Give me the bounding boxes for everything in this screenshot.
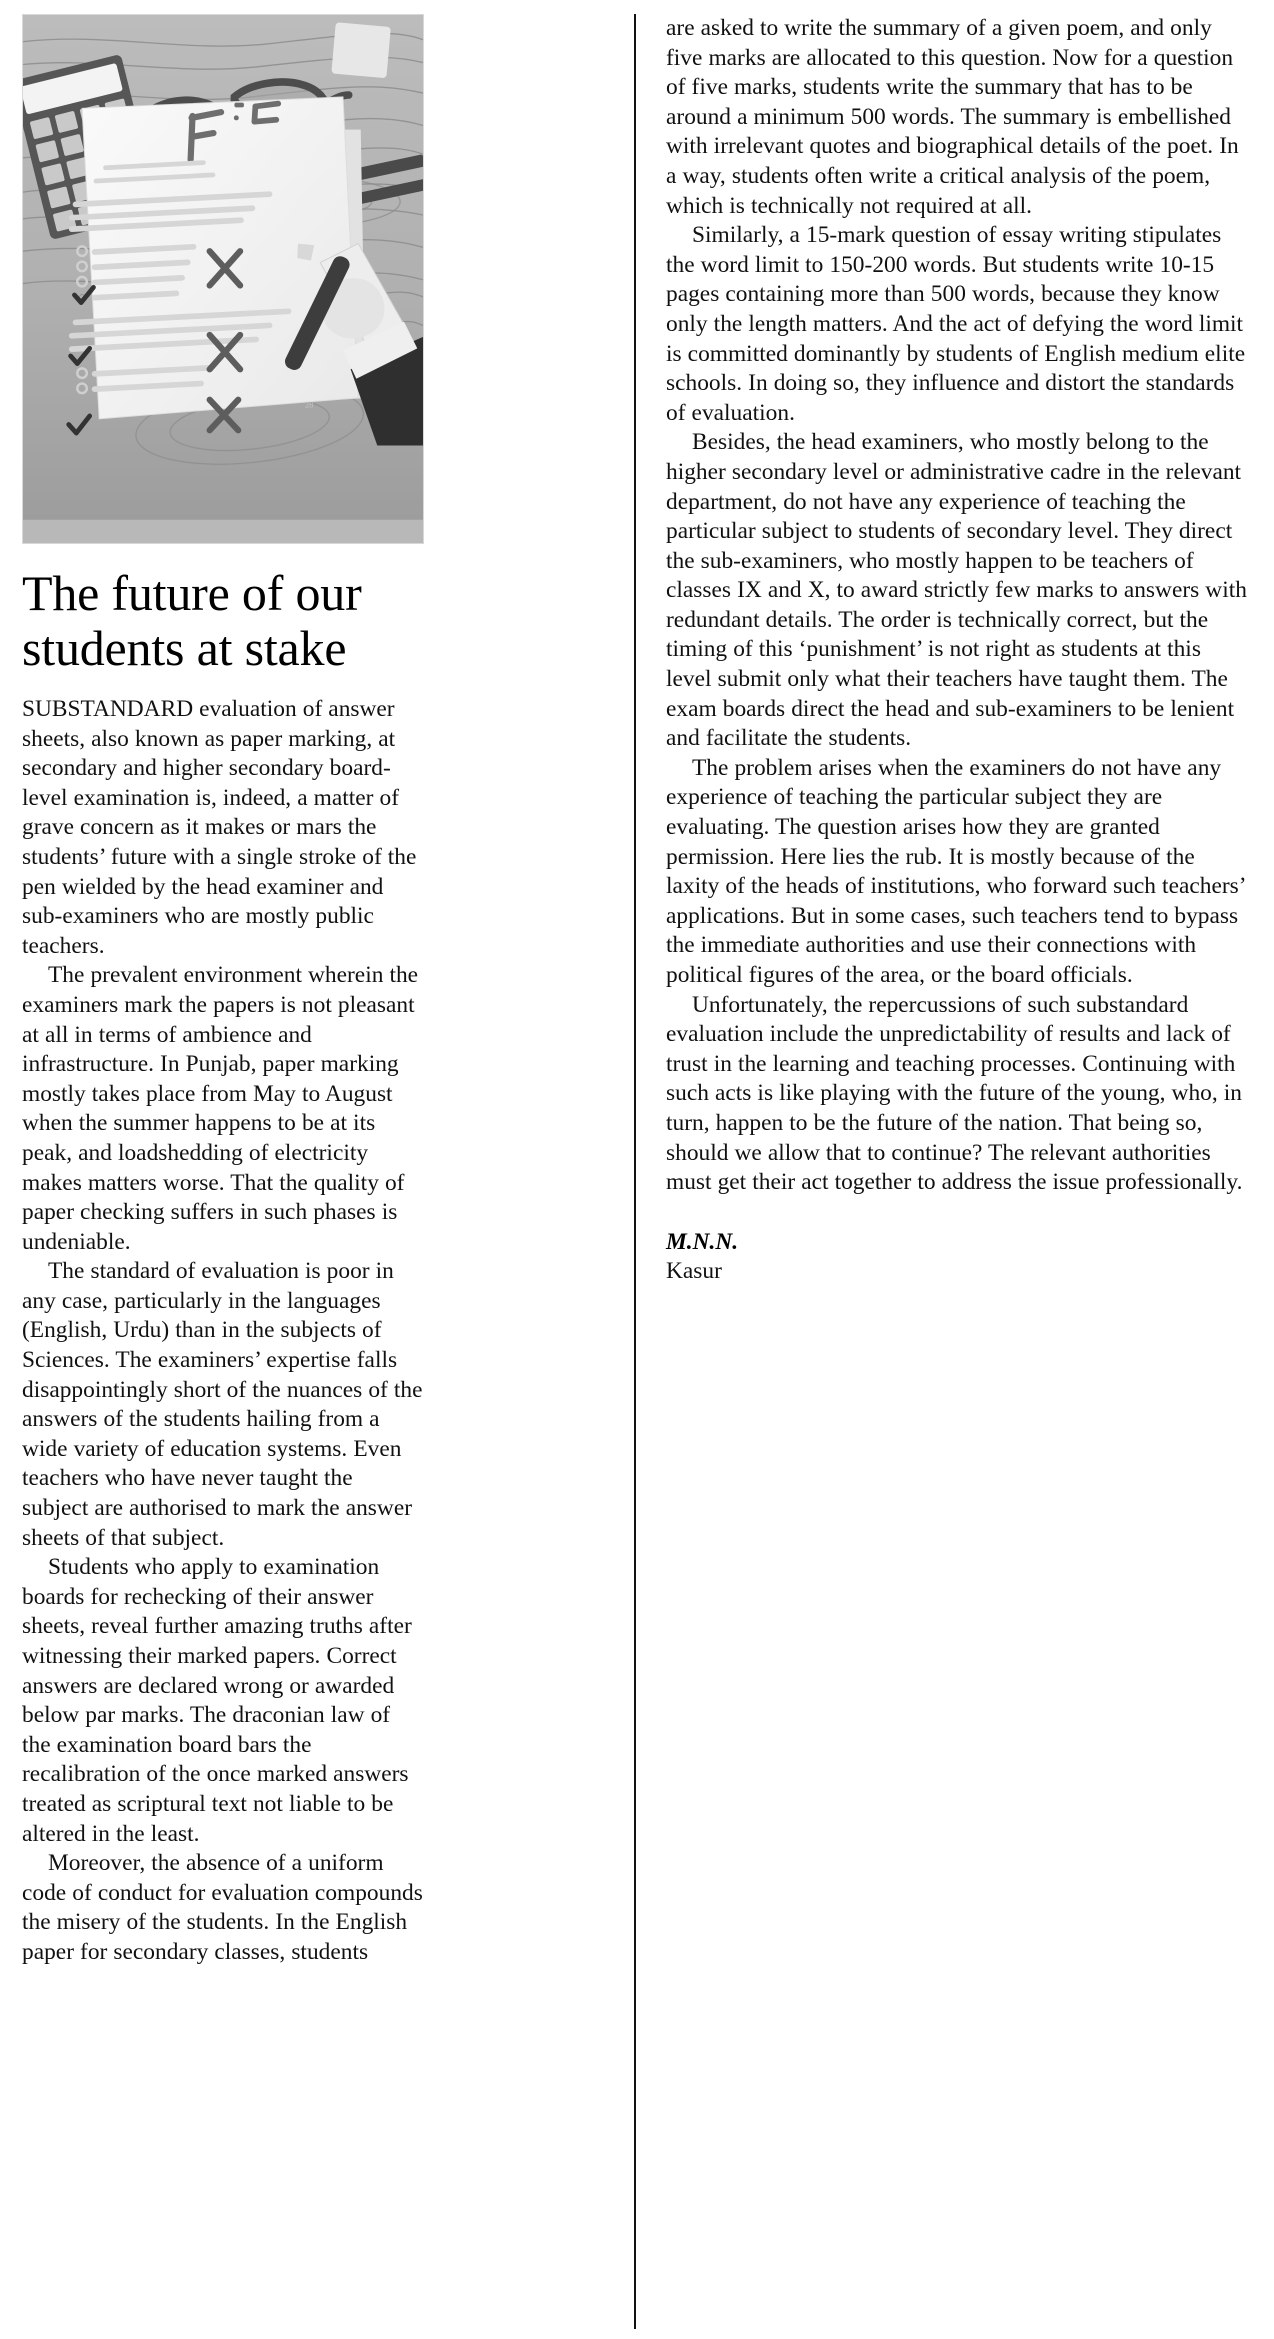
left-column xyxy=(22,14,442,2329)
svg-text:28: 28 xyxy=(304,399,314,410)
paragraph: The problem arises when the examiners do not have any experience of teaching the particular subject they are evaluating. The question arises how they are granted permission. Here lies the rub. It is mostly because of the laxity of the heads of institutions, who forward such teachers’ applications. But in some cases, such teachers tend to bypass the immediate authorities and use their connections with political figures of the area, or the board officials. xyxy=(666,754,1245,988)
author-city: Kasur xyxy=(666,1258,722,1285)
paragraph: The prevalent environment wherein the examiners mark the papers is not pleasant at all in terms of ambience and infrastructure. In Punjab, paper marking mostly takes place from May to August when the summer happens to be at its peak, and loadshedding of electricity makes matters worse. That the quality of paper checking suffers in such phases is undeniable. xyxy=(22,962,419,1255)
page-title: The future of our students at stake xyxy=(22,565,362,676)
article-body-right xyxy=(666,14,1250,1198)
eraser-illustration xyxy=(331,22,391,78)
answer-sheet-front xyxy=(69,97,359,430)
paragraph: are asked to write the summary of a given poem, and only five marks are allocated to this question. Now for a question of five marks, students write the summary that has to be around a minimum 500 words. The summary is embellished with irrelevant quotes and biographical details of the poet. In a way, students often write a critical analysis of the poem, which is technically not required at all. xyxy=(666,15,1239,219)
signature-block xyxy=(666,1228,1250,1287)
right-column xyxy=(636,14,1256,2329)
paragraph: Moreover, the absence of a uniform code of conduct for evaluation compounds the misery of the students. In the English paper for secondary classes, students xyxy=(22,1850,423,1965)
paragraph: Besides, the head examiners, who mostly belong to the higher secondary level or administrative cadre in the relevant department, do not have any experience of teaching the particular subject to students of secondary level. They direct the sub-examiners, who mostly happen to be teachers of classes IX and X, to award strictly few marks to answers with redundant details. The order is technically correct, but the timing of this ‘punishment’ is not right as students at this level submit only what their teachers have taught them. The exam boards direct the head and sub-examiners to be lenient and facilitate the students. xyxy=(666,429,1247,752)
desk-scene-illustration xyxy=(23,15,423,520)
author-name: M.N.N. xyxy=(666,1228,739,1255)
paragraph: The standard of evaluation is poor in any case, particularly in the languages (English, Urdu) than in the subjects of Sciences. The examiners’ expertise falls disappointingly short of the nuances of the answers of the students hailing from a wide variety of education systems. Even teachers who have never taught the subject are authorised to mark the answer sheets of that subject. xyxy=(22,1258,423,1551)
paragraph: Students who apply to examination boards for rechecking of their answer sheets, reveal further amazing truths after witnessing their marked papers. Correct answers are declared wrong or awarded below par marks. The draconian law of the examination board bars the recalibration of the once marked answers treated as scriptural text not liable to be altered in the least. xyxy=(22,1554,412,1847)
paragraph: Unfortunately, the repercussions of such substandard evaluation include the unpredictability of results and lack of trust in the learning and teaching processes. Continuing with such acts is like playing with the future of the young, who, in turn, happen to be the future of the nation. That being so, should we allow that to continue? The relevant authorities must get their act together to address the issue professionally. xyxy=(666,991,1243,1196)
article-illustration xyxy=(22,14,424,544)
paragraph: Similarly, a 15-mark question of essay writing stipulates the word limit to 150-200 words. But students write 10-15 pages containing more than 500 words, because they know only the length matters. And the act of defying the word limit is committed dominantly by students of English medium elite schools. In doing so, they influence and distort the standards of evaluation. xyxy=(666,222,1246,426)
paragraph: SUBSTANDARD evaluation of answer sheets, also known as paper marking, at secondary and higher secondary board-level examination is, indeed, a matter of grave concern as it makes or mars the students’ future with a single stroke of the pen wielded by the head examiner and sub-examiners who are mostly public teachers. xyxy=(22,696,417,959)
article-body-left xyxy=(22,695,424,1968)
